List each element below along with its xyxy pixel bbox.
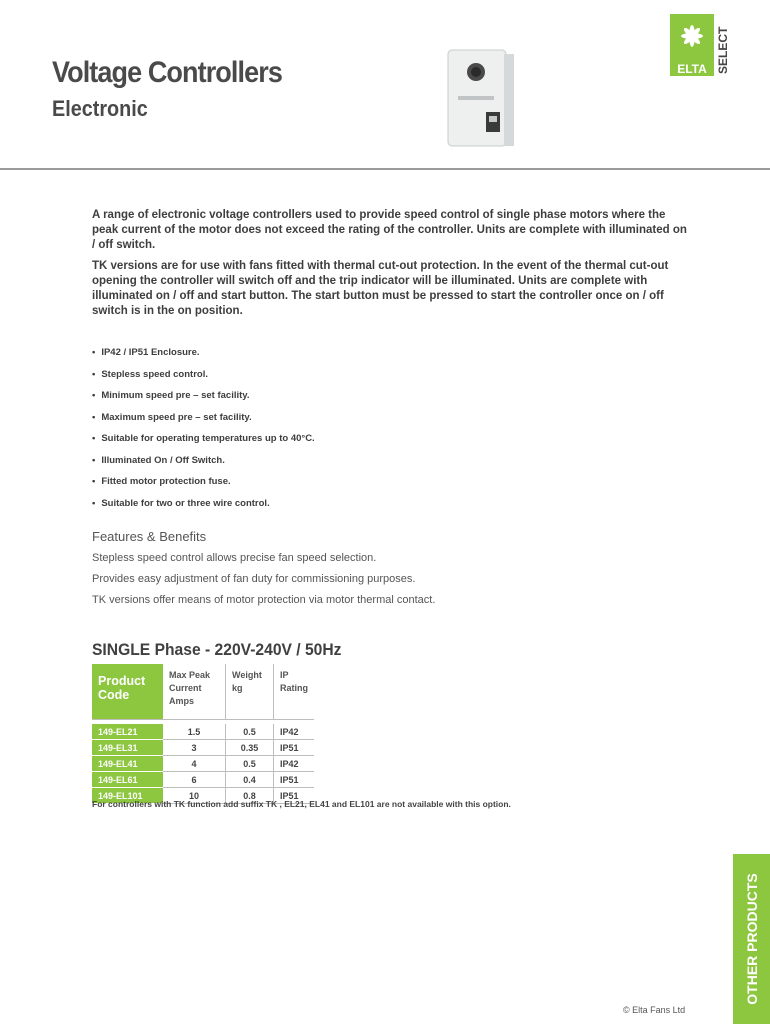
header-rule	[0, 168, 770, 170]
bullet-item: • Minimum speed pre – set facility.	[92, 389, 315, 411]
spec-table	[92, 664, 314, 804]
table-row	[92, 724, 314, 740]
cell-ip: IP42	[274, 756, 315, 772]
bullet-item: • Fitted motor protection fuse.	[92, 475, 315, 497]
cell-product-code: 149-EL41	[92, 756, 163, 772]
cell-weight: 0.5	[226, 756, 274, 772]
bullet-item: • Suitable for two or three wire control.	[92, 497, 315, 519]
logo-text: ELTA	[677, 62, 707, 76]
features-item: Stepless speed control allows precise fan speed selection.	[92, 552, 377, 564]
cell-current: 1.5	[163, 724, 226, 740]
features-heading: Features & Benefits	[92, 529, 207, 544]
table-row	[92, 756, 314, 772]
cell-current: 3	[163, 740, 226, 756]
cell-weight: 0.5	[226, 724, 274, 740]
bullet-item: • Suitable for operating temperatures up to 40°C.	[92, 432, 315, 454]
bullet-item: • Stepless speed control.	[92, 368, 315, 390]
cell-product-code: 149-EL21	[92, 724, 163, 740]
header-product-code: Product Code	[92, 664, 163, 720]
cell-ip: IP51	[274, 788, 315, 804]
intro-paragraph-2: TK versions are for use with fans fitted with thermal cut-out protection. In the event of the thermal cut-out opening the controller will switch off and the trip indicator will be illuminated. Units are complete with illuminated on / off and start button. The start button must be pressed to start the controller once on / off switch is in the on position.	[92, 260, 669, 317]
elta-select-logo	[670, 14, 730, 76]
product-photo	[446, 48, 516, 150]
bullet-item: • Maximum speed pre – set facility.	[92, 411, 315, 433]
feature-bullets	[92, 346, 315, 518]
cell-current: 10	[163, 788, 226, 804]
intro-text	[92, 208, 692, 326]
copyright: © Elta Fans Ltd	[623, 1005, 686, 1015]
features-list	[92, 551, 435, 614]
logo-sub: SELECT	[716, 26, 730, 74]
table-heading: SINGLE Phase - 220V-240V / 50Hz	[92, 640, 342, 659]
intro-paragraph-1: A range of electronic voltage controllers used to provide speed control of single phase motors where the peak current of the motor does not exceed the rating of the controller. Units are complete with illuminated on / off switch.	[92, 209, 687, 251]
page-subtitle: Electronic	[52, 96, 148, 121]
page-title: Voltage Controllers	[52, 56, 282, 89]
cell-weight: 0.35	[226, 740, 274, 756]
other-products-label: OTHER PRODUCTS	[743, 873, 760, 1005]
tk-note: For controllers with TK function add suffix TK , EL21, EL41 and EL101 are not available with this option.	[92, 799, 511, 809]
table-row	[92, 772, 314, 788]
features-item: Provides easy adjustment of fan duty for commissioning purposes.	[92, 573, 416, 585]
cell-product-code: 149-EL101	[92, 788, 163, 804]
bullet-item: • Illuminated On / Off Switch.	[92, 454, 315, 476]
header-weight: Weight kg	[226, 664, 274, 720]
cell-current: 4	[163, 756, 226, 772]
cell-weight: 0.8	[226, 788, 274, 804]
other-products-tab[interactable]	[733, 854, 770, 1024]
header-ip-rating: IP Rating	[274, 664, 315, 720]
cell-current: 6	[163, 772, 226, 788]
features-item: TK versions offer means of motor protection via motor thermal contact.	[92, 594, 436, 606]
cell-product-code: 149-EL31	[92, 740, 163, 756]
header-max-current: Max Peak Current Amps	[163, 664, 226, 720]
bullet-item: • IP42 / IP51 Enclosure.	[92, 346, 315, 368]
cell-ip: IP51	[274, 772, 315, 788]
cell-ip: IP42	[274, 724, 315, 740]
cell-product-code: 149-EL61	[92, 772, 163, 788]
table-row	[92, 740, 314, 756]
cell-ip: IP51	[274, 740, 315, 756]
table-header-row	[92, 664, 314, 720]
cell-weight: 0.4	[226, 772, 274, 788]
